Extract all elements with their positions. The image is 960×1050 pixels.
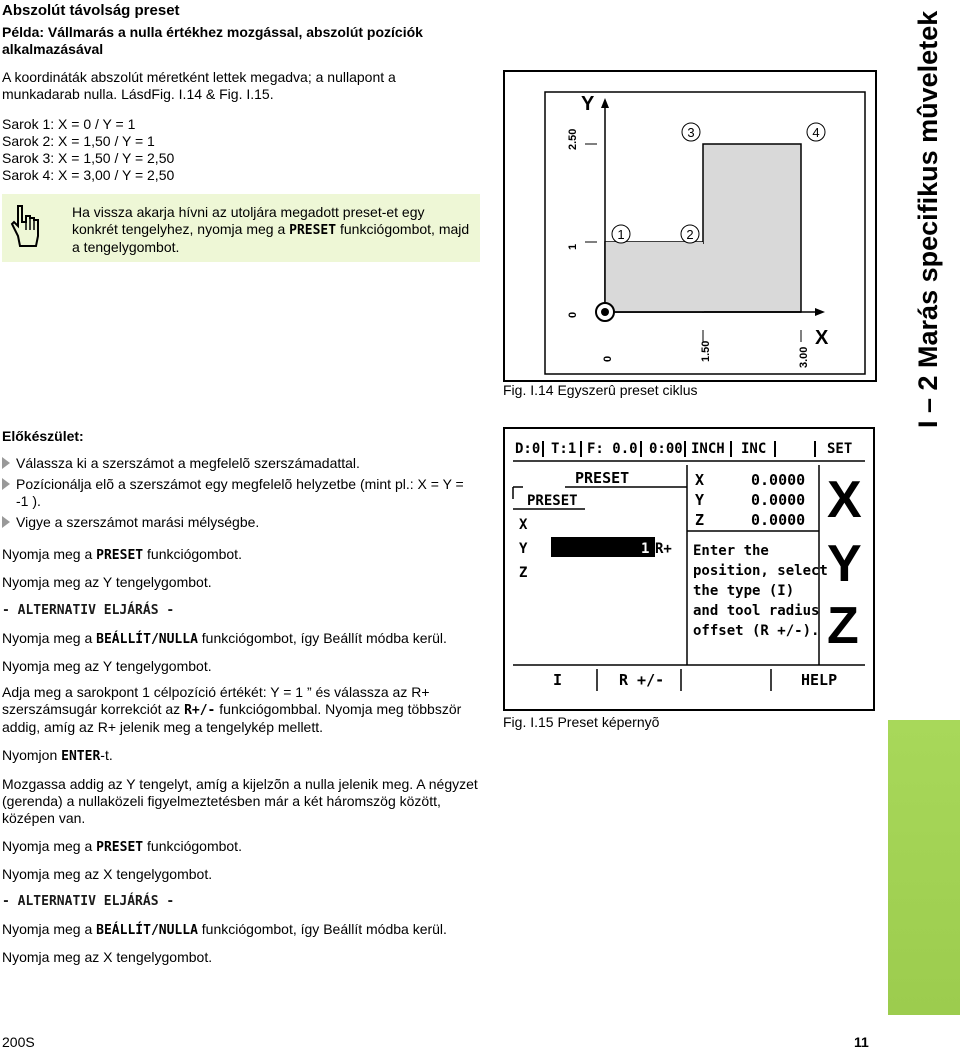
- example-heading: Példa: Vállmarás a nulla értékhez mozgással, abszolút pozíciók alkalmazásával: [2, 24, 423, 57]
- svg-text:X: X: [695, 471, 705, 489]
- corner-marker-3: [682, 123, 700, 141]
- svg-text:and tool radius: and tool radius: [693, 603, 820, 619]
- workpiece-upper: [703, 144, 801, 312]
- svg-text:SET: SET: [827, 441, 853, 457]
- corner-marker-2: [681, 225, 699, 243]
- y-tick-label: 2.50: [567, 128, 579, 150]
- svg-text:1: 1: [617, 227, 625, 242]
- footer-model: 200S: [2, 1034, 35, 1050]
- step-4: Nyomja meg az Y tengelygombot.: [2, 658, 212, 674]
- prep-bullet: Pozícionálja elõ a szerszámot egy megfelelõ helyzetbe (mint pl.: X = Y = -1 ).: [2, 476, 480, 510]
- svg-text:0.0000: 0.0000: [751, 491, 806, 509]
- corner-list: [2, 116, 174, 184]
- svg-text:T:1: T:1: [551, 441, 577, 457]
- corner-item: Sarok 1: X = 0 / Y = 1: [2, 116, 136, 132]
- svg-text:0.0000: 0.0000: [751, 471, 806, 489]
- softkey-i[interactable]: I: [553, 671, 563, 689]
- big-axis-letters: [827, 471, 862, 655]
- step-7: Mozgassa addig az Y tengelyt, amíg a kijelzõn a nulla jelenik meg. A négyzet (gerenda) a nullaközeli figyelmeztetésben már a két háromszög között, középen van.: [2, 776, 478, 826]
- softkey-r-plus-minus[interactable]: R +/-: [619, 671, 665, 689]
- softkey-row: [553, 669, 837, 691]
- svg-text:offset (R +/-).: offset (R +/-).: [693, 623, 820, 639]
- help-text: [693, 543, 828, 639]
- input-value: 1: [641, 541, 650, 557]
- svg-text:INC: INC: [741, 441, 767, 457]
- corner-item: Sarok 4: X = 3,00 / Y = 2,50: [2, 167, 175, 183]
- bullet-arrow-icon: [2, 478, 10, 490]
- svg-text:position, select: position, select: [693, 563, 828, 579]
- step-5: Adja meg a sarokpont 1 célpozíció értékét: Y = 1 ” és válassza az R+ szerszámsugár korrekciót az R+/- funkciógombbal. Nyomja meg többször addig, amíg az R+ jelenik meg a tengelykép mellett.: [2, 684, 462, 735]
- hand-pointer-icon: [10, 202, 42, 248]
- step-3: Nyomja meg a BEÁLLÍT/NULLA funkciógombot, így Beállít módba kerül.: [2, 630, 447, 647]
- tip-text: Ha vissza akarja hívni az utoljára megadott preset-et egy konkrét tengelyhez, nyomja meg a PRESET funkciógombot, majd a tengelygombot.: [72, 204, 470, 255]
- y-tick-label: 1: [567, 243, 579, 250]
- svg-text:the type (I): the type (I): [693, 583, 795, 599]
- softkey-help[interactable]: HELP: [801, 671, 838, 689]
- x-tick-label: 1.50: [700, 340, 712, 362]
- prep-bullet: Válassza ki a szerszámot a megfelelõ szerszámadattal.: [2, 455, 480, 472]
- svg-text:0.0000: 0.0000: [751, 511, 806, 529]
- prep-bullet: Vigye a szerszámot marási mélységbe.: [2, 514, 480, 531]
- preset-key-label: PRESET: [289, 223, 337, 238]
- bullet-arrow-icon: [2, 457, 10, 469]
- svg-text:Y: Y: [695, 491, 705, 509]
- page-number: 11: [854, 1034, 869, 1050]
- x-tick-label: 0: [602, 355, 614, 362]
- svg-text:Y: Y: [827, 535, 862, 593]
- axis-readouts: [695, 471, 805, 529]
- svg-text:D:0: D:0: [515, 441, 541, 457]
- status-bar: [515, 441, 852, 457]
- step-10: Nyomja meg a BEÁLLÍT/NULLA funkciógombot, így Beállít módba kerül.: [2, 921, 447, 938]
- step-8: Nyomja meg a PRESET funkciógombot.: [2, 838, 242, 855]
- figure-14-diagram: [503, 70, 877, 382]
- step-11: Nyomja meg az X tengelygombot.: [2, 949, 213, 965]
- figure-14-caption: Fig. I.14 Egyszerû preset ciklus: [503, 382, 698, 398]
- figure-15-caption: Fig. I.15 Preset képernyõ: [503, 714, 660, 730]
- chapter-tab-bar: [888, 720, 960, 1015]
- prep-list: [2, 455, 480, 531]
- svg-text:3: 3: [687, 125, 695, 140]
- step-2: Nyomja meg az Y tengelygombot.: [2, 574, 212, 590]
- svg-text:I – 2 Marás specifikus mûvelet: I – 2 Marás specifikus mûveletek: [913, 10, 943, 428]
- bullet-arrow-icon: [2, 516, 10, 528]
- svg-text:INCH: INCH: [691, 441, 725, 457]
- svg-text:2: 2: [686, 227, 694, 242]
- side-chapter-title: [893, 8, 953, 428]
- svg-text:F: 0.0: F: 0.0: [587, 441, 638, 457]
- prep-heading: Előkészület:: [2, 428, 84, 444]
- svg-text:Z: Z: [827, 597, 859, 655]
- page-title: Abszolút távolság preset: [2, 2, 180, 19]
- figure-15-screen: [503, 427, 875, 711]
- y-axis-label: Y: [581, 93, 595, 115]
- corner-item: Sarok 2: X = 1,50 / Y = 1: [2, 133, 155, 149]
- svg-text:0:00: 0:00: [649, 441, 683, 457]
- step-6: Nyomjon ENTER-t.: [2, 747, 113, 764]
- step-1: Nyomja meg a PRESET funkciógombot.: [2, 546, 242, 563]
- svg-text:4: 4: [812, 125, 820, 140]
- axis-z-label: Z: [519, 565, 528, 581]
- svg-text:X: X: [827, 471, 862, 529]
- value-input-field[interactable]: [551, 537, 655, 557]
- tip-box: [2, 194, 480, 262]
- radius-comp-label: R+: [655, 541, 672, 557]
- corner-item: Sarok 3: X = 1,50 / Y = 2,50: [2, 150, 175, 166]
- axis-y-label: Y: [519, 541, 528, 557]
- svg-text:Z: Z: [695, 511, 705, 529]
- axis-x-label: X: [519, 517, 528, 533]
- alternative-heading: - ALTERNATIV ELJÁRÁS -: [2, 603, 175, 618]
- x-axis-label: X: [815, 327, 829, 349]
- preset-sub-title: PRESET: [527, 493, 578, 509]
- corner-marker-4: [807, 123, 825, 141]
- alternative-heading: - ALTERNATIV ELJÁRÁS -: [2, 894, 175, 909]
- corner-marker-1: [612, 225, 630, 243]
- svg-text:Enter the: Enter the: [693, 543, 769, 559]
- y-tick-label: 0: [567, 311, 579, 318]
- x-tick-label: 3.00: [798, 346, 810, 368]
- step-9: Nyomja meg az X tengelygombot.: [2, 866, 213, 882]
- intro-text: A koordináták abszolút méretként lettek megadva; a nullapont a munkadarab nulla. LásdFig. I.14 & Fig. I.15.: [2, 69, 396, 102]
- preset-title: PRESET: [575, 469, 630, 487]
